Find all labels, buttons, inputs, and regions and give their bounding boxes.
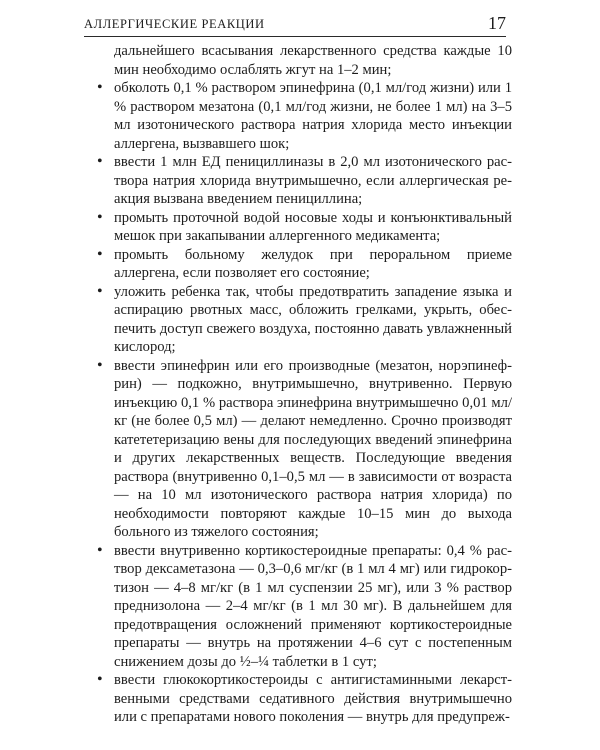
list-item (97, 153, 512, 209)
bullet-icon: • (97, 356, 103, 374)
list-item (97, 671, 512, 727)
page-body (97, 42, 512, 727)
bullet-icon: • (97, 671, 103, 688)
list-item-text: промыть проточной водой носовые ходы и конъюнктивальный мешок при закапывании аллергенного медикамента; (114, 209, 512, 244)
list-item (97, 283, 512, 357)
running-header (84, 14, 506, 37)
measures-list (97, 79, 512, 727)
continuation-paragraph: дальнейшего всасывания лекарственного средства каждые 10 мин необходимо ослаблять жгут на 1–2 мин; (114, 43, 512, 78)
bullet-icon: • (97, 541, 103, 559)
list-item (97, 79, 512, 153)
bullet-icon: • (97, 153, 103, 170)
list-item (97, 246, 512, 283)
bullet-icon: • (97, 282, 103, 300)
list-item-text: ввести глюкокортикостероиды с антигистаминными лекарственными средствами седативного действия внутримышечно или с препаратами нового поколения — внутрь для предупреж- (114, 672, 512, 725)
bullet-icon: • (97, 79, 103, 96)
list-item-text: обколоть 0,1 % раствором эпинефрина (0,1 мл/год жизни) или 1 % раствором мезатона (0,1 мл/год жизни, не более 1 мл) на 3–5 мл изотонического раствора натрия хлорида место инъекции аллергена, вызвавшего шок; (114, 80, 512, 152)
list-item-text: уложить ребенка так, чтобы предотвратить западение языка и аспирацию рвотных масс, обложить грелками, укрыть, обеспечить доступ свежего воздуха, постоянно давать увлажненный кислород; (114, 283, 512, 355)
list-item-text: ввести 1 млн ЕД пенициллиназы в 2,0 мл изотонического раствора натрия хлорида внутримышечно, если аллергическая реакция вызвана введением пенициллина; (114, 154, 512, 207)
list-item-text: промыть больному желудок при пероральном приеме аллергена, если позволяет его состояние; (114, 246, 512, 281)
page-number: 17 (488, 13, 506, 33)
list-item (97, 209, 512, 246)
running-title: АЛЛЕРГИЧЕСКИЕ РЕАКЦИИ (84, 17, 265, 31)
bullet-icon: • (97, 245, 103, 263)
list-item (97, 357, 512, 542)
list-item (97, 542, 512, 672)
list-item-text: ввести внутривенно кортикостероидные препараты: 0,4 % раствор дексаметазона — 0,3–0,6 мг/кг (в 1 мл 4 мг) или гидрокортизон — 4–8 мг/кг (в 1 мл суспензии 25 мг), или 3 % раствор преднизолона — 2–4 мг/кг (в 1 мл 30 мг). В дальнейшем для предотвращения осложнений применяют кортикостероидные препараты — внутрь на протяжении 4–6 сут с постепенным снижением дозы до ½–¼ таблетки в 1 сут; (114, 542, 512, 670)
bullet-icon: • (97, 208, 103, 226)
list-item-text: ввести эпинефрин или его производные (мезатон, норэпинефрин) — подкожно, внутримышечно, внутривенно. Первую инъекцию 0,1 % раствора эпинефрина внутримышечно 0,01 мл/кг (не более 0,5 мл) — делают немедленно. Срочно производят катететеризацию вены для последующих введений эпинефрина и других лекарственных веществ. Последующие введения раствора (внутривенно 0,1–0,5 мл — в зависимости от возраста — на 10 мл изотонического раствора натрия хлорида) по необходимости повторяют каждые 10–15 мин до выхода больного из тяжелого состояния; (114, 357, 512, 540)
